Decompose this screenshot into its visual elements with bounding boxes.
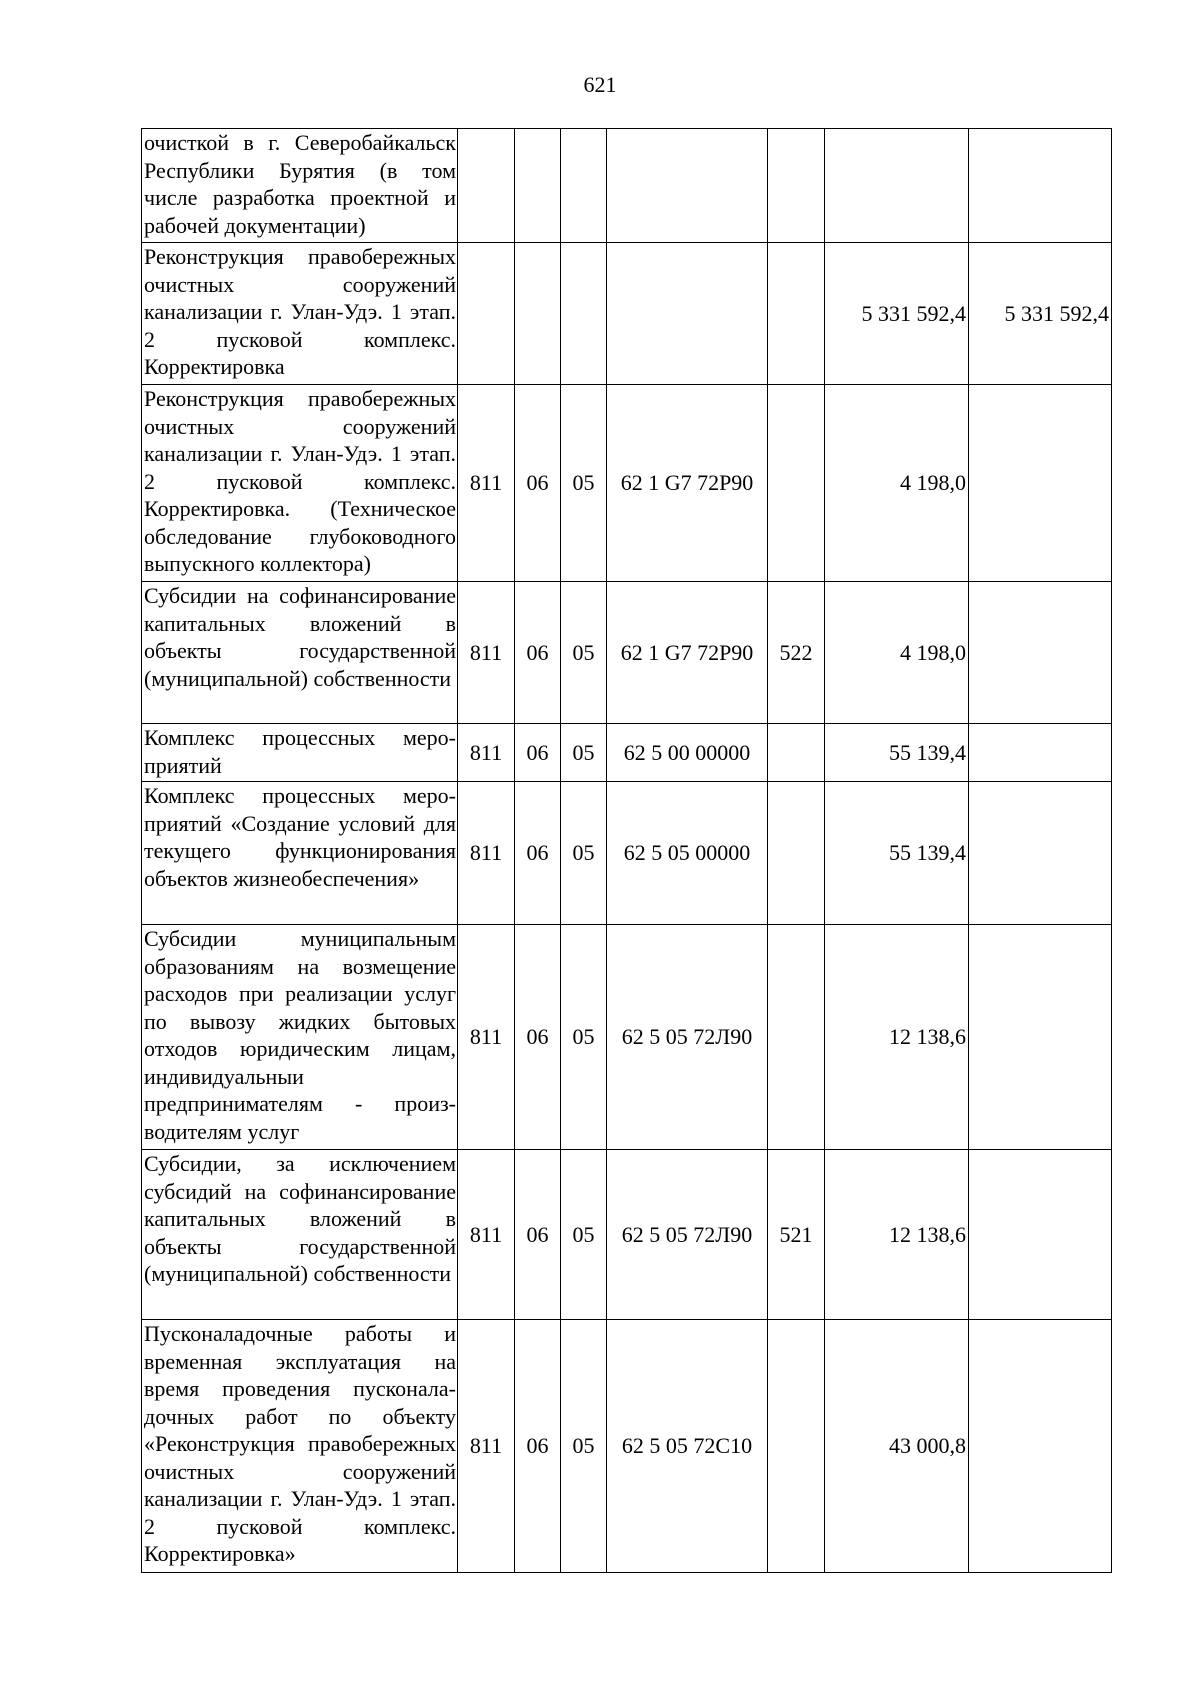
row-expense-type: 522 — [768, 582, 825, 724]
row-amount-2 — [969, 925, 1112, 1150]
row-amount: 55 139,4 — [825, 782, 969, 925]
row-amount-2 — [969, 782, 1112, 925]
row-subsection: 05 — [561, 782, 607, 925]
row-section — [515, 129, 561, 243]
row-name: Комплекс процессных мероприятий — [142, 724, 458, 782]
row-amount — [825, 129, 969, 243]
row-amount-2 — [969, 1320, 1112, 1573]
row-expense-type — [768, 925, 825, 1150]
row-section: 06 — [515, 724, 561, 782]
row-adm-code: 811 — [458, 1150, 515, 1320]
row-name: Субсидии на софинансирование капитальных вложений в объекты государственной (муниципальной) собственности — [142, 582, 458, 724]
row-amount-2 — [969, 385, 1112, 582]
row-target-article: 62 5 05 72Л90 — [607, 925, 768, 1150]
row-target-article: 62 5 00 00000 — [607, 724, 768, 782]
row-name: Реконструкция правобережных очистных сооружений канализации г. Улан-Удэ. 1 этап. 2 пусковой комплекс. Корректировка — [142, 243, 458, 385]
row-section: 06 — [515, 1150, 561, 1320]
row-name: Субсидии, за исключением субсидий на софинансирование капитальных вложений в объекты государственной (муниципальной) собственности — [142, 1150, 458, 1320]
row-amount-2 — [969, 724, 1112, 782]
row-amount: 4 198,0 — [825, 385, 969, 582]
row-target-article: 62 5 05 72Л90 — [607, 1150, 768, 1320]
row-amount: 4 198,0 — [825, 582, 969, 724]
row-expense-type — [768, 782, 825, 925]
row-name: Пусконаладочные работы и временная эксплуатация на время проведения пусконаладочных работ по объекту «Реконструкция правобережных очистных сооружений канализации г. Улан-Удэ. 1 этап. 2 пусковой комплекс. Корректировка» — [142, 1320, 458, 1573]
row-adm-code — [458, 243, 515, 385]
row-target-article: 62 1 G7 72Р90 — [607, 385, 768, 582]
row-subsection: 05 — [561, 1320, 607, 1573]
table-row — [142, 1150, 1112, 1320]
table-row — [142, 925, 1112, 1150]
row-name: Реконструкция правобережных очистных сооружений канализации г. Улан-Удэ. 1 этап. 2 пусковой комплекс. Корректировка. (Техническое обследование глубоководного выпускного коллектора) — [142, 385, 458, 582]
page-number: 621 — [583, 72, 617, 97]
row-subsection — [561, 243, 607, 385]
row-expense-type — [768, 724, 825, 782]
table-row — [142, 129, 1112, 243]
row-subsection: 05 — [561, 582, 607, 724]
row-subsection: 05 — [561, 724, 607, 782]
row-expense-type: 521 — [768, 1150, 825, 1320]
row-adm-code: 811 — [458, 782, 515, 925]
row-name: Субсидии муниципальным образованиям на возмещение расходов при реализации услуг по вывозу жидких бытовых отходов юридическим лицам, индивидуальныи предпринимателям - производителям услуг — [142, 925, 458, 1150]
row-subsection: 05 — [561, 385, 607, 582]
row-subsection — [561, 129, 607, 243]
row-section: 06 — [515, 582, 561, 724]
row-amount: 12 138,6 — [825, 925, 969, 1150]
row-target-article — [607, 243, 768, 385]
row-name: очисткой в г. Северобайкальск Республики Бурятия (в том числе разработка проектной и рабочей документации) — [142, 129, 458, 243]
row-amount: 12 138,6 — [825, 1150, 969, 1320]
row-section: 06 — [515, 385, 561, 582]
row-adm-code: 811 — [458, 1320, 515, 1573]
row-section — [515, 243, 561, 385]
row-amount-2 — [969, 1150, 1112, 1320]
row-amount-2: 5 331 592,4 — [969, 243, 1112, 385]
row-subsection: 05 — [561, 925, 607, 1150]
row-subsection: 05 — [561, 1150, 607, 1320]
table-row — [142, 1320, 1112, 1573]
table-row — [142, 782, 1112, 925]
row-target-article — [607, 129, 768, 243]
row-target-article: 62 5 05 00000 — [607, 782, 768, 925]
row-target-article: 62 1 G7 72Р90 — [607, 582, 768, 724]
row-section: 06 — [515, 782, 561, 925]
row-amount-2 — [969, 129, 1112, 243]
budget-table — [141, 128, 1112, 1573]
row-amount: 55 139,4 — [825, 724, 969, 782]
row-section: 06 — [515, 1320, 561, 1573]
table-row — [142, 724, 1112, 782]
row-amount: 5 331 592,4 — [825, 243, 969, 385]
row-target-article: 62 5 05 72С10 — [607, 1320, 768, 1573]
row-name: Комплекс процессных мероприятий «Создание условий для текущего функционирования объектов жизнеобеспечения» — [142, 782, 458, 925]
table-row — [142, 582, 1112, 724]
row-amount: 43 000,8 — [825, 1320, 969, 1573]
table-row — [142, 385, 1112, 582]
row-adm-code: 811 — [458, 385, 515, 582]
row-expense-type — [768, 129, 825, 243]
row-amount-2 — [969, 582, 1112, 724]
row-adm-code: 811 — [458, 925, 515, 1150]
row-adm-code: 811 — [458, 582, 515, 724]
row-adm-code: 811 — [458, 724, 515, 782]
table-row — [142, 243, 1112, 385]
row-adm-code — [458, 129, 515, 243]
row-section: 06 — [515, 925, 561, 1150]
row-expense-type — [768, 385, 825, 582]
row-expense-type — [768, 1320, 825, 1573]
row-expense-type — [768, 243, 825, 385]
